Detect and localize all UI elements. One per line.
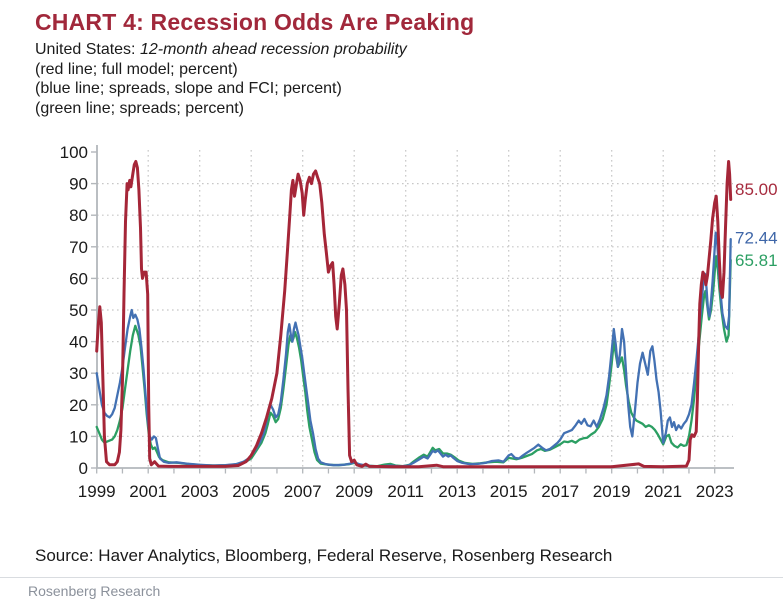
y-tick-label: 60 <box>69 269 88 289</box>
y-tick-label: 100 <box>59 143 88 162</box>
end-value-label: 85.00 <box>735 179 778 199</box>
legend-line-blue: (blue line; spreads, slope and FCI; percent) <box>35 80 342 97</box>
y-tick-label: 20 <box>69 395 88 415</box>
footer-divider <box>0 577 783 578</box>
x-tick-label: 2019 <box>592 482 631 501</box>
x-tick-label: 2003 <box>180 482 219 501</box>
y-tick-label: 10 <box>69 427 88 447</box>
x-tick-label: 2023 <box>695 482 734 501</box>
x-tick-label: 2009 <box>335 482 374 501</box>
y-tick-label: 40 <box>69 332 88 352</box>
legend-line-green: (green line; spreads; percent) <box>35 99 244 117</box>
x-tick-label: 2021 <box>644 482 683 501</box>
subtitle-description: 12-month ahead recession probability <box>139 41 407 58</box>
y-tick-label: 0 <box>78 459 88 478</box>
x-tick-label: 1999 <box>77 482 116 501</box>
end-value-label: 65.81 <box>735 250 778 270</box>
y-tick-label: 80 <box>69 206 88 226</box>
y-tick-label: 90 <box>69 174 88 194</box>
footer-brand: Rosenberg Research <box>28 583 161 599</box>
x-tick-label: 2005 <box>232 482 271 501</box>
series-line-green <box>97 256 731 466</box>
x-tick-label: 2015 <box>489 482 528 501</box>
x-tick-label: 2007 <box>283 482 322 501</box>
legend-line-red: (red line; full model; percent) <box>35 60 238 78</box>
series-line-blue <box>97 233 731 467</box>
chart-title: CHART 4: Recession Odds Are Peaking <box>35 9 475 35</box>
y-tick-label: 50 <box>69 301 88 320</box>
y-tick-label: 70 <box>69 237 88 257</box>
x-tick-label: 2001 <box>129 482 168 501</box>
x-tick-label: 2013 <box>438 482 477 501</box>
subtitle-country: United States: <box>35 41 140 58</box>
x-tick-label: 2011 <box>387 482 424 501</box>
source-line: Source: Haver Analytics, Bloomberg, Federal Reserve, Rosenberg Research <box>35 546 613 565</box>
y-tick-label: 30 <box>69 364 88 384</box>
x-tick-label: 2017 <box>541 482 580 501</box>
end-value-label: 72.44 <box>735 228 778 248</box>
